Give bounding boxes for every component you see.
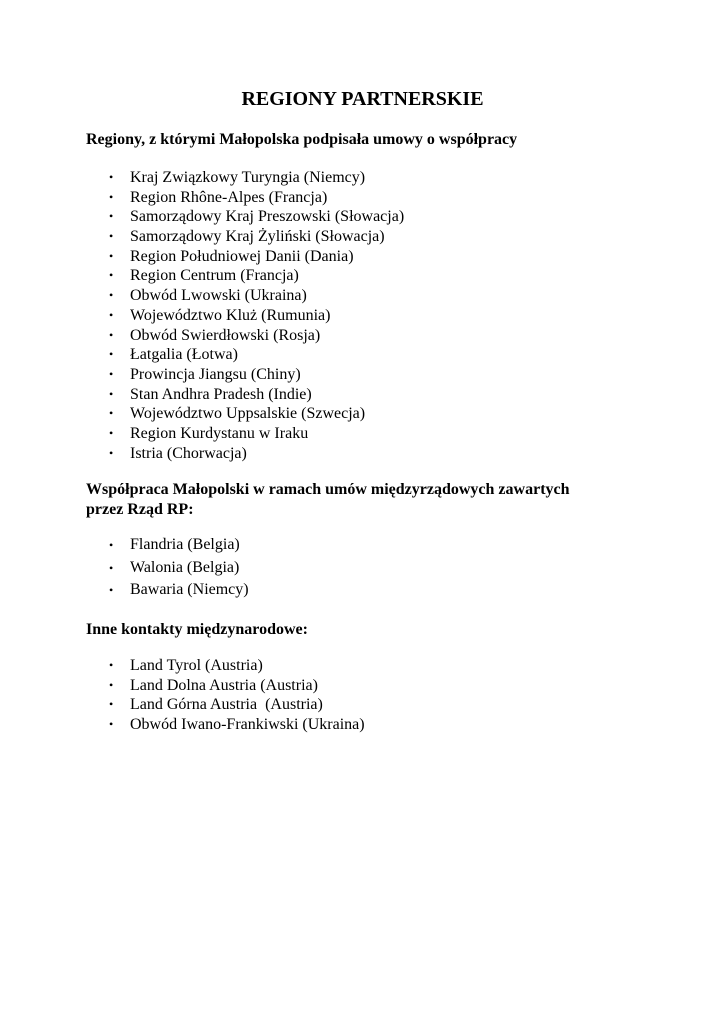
list-item	[86, 365, 404, 385]
list-item-text: Obwód Iwano-Frankiwski (Ukraina)	[130, 716, 365, 734]
list-item-text: Region Rhône-Alpes (Francja)	[130, 188, 328, 206]
section-heading-partner-regions: Regiony, z którymi Małopolska podpisała umowy o współpracy	[86, 131, 518, 148]
list-item	[86, 715, 365, 735]
list-item-text: Obwód Lwowski (Ukraina)	[130, 287, 307, 305]
bullet-icon: •	[109, 697, 114, 712]
list-item	[86, 424, 404, 444]
list-item	[86, 656, 365, 676]
list-item	[86, 266, 404, 286]
bullet-icon: •	[109, 658, 114, 672]
bullet-icon: •	[109, 425, 114, 440]
bullet-icon: •	[109, 560, 114, 575]
bullet-icon: •	[109, 366, 114, 381]
list-item	[86, 557, 249, 580]
bullet-icon: •	[109, 209, 114, 224]
other-contacts-list	[86, 656, 365, 735]
bullet-icon: •	[109, 288, 114, 303]
partner-regions-list	[86, 168, 404, 463]
bullet-icon: •	[109, 386, 114, 401]
bullet-icon: •	[109, 189, 114, 204]
list-item	[86, 207, 404, 227]
list-item-text: Region Centrum (Francja)	[130, 267, 299, 285]
page-title: REGIONY PARTNERSKIE	[241, 88, 484, 110]
bullet-icon: •	[109, 538, 114, 552]
list-item	[86, 227, 404, 247]
bullet-icon: •	[109, 717, 114, 732]
list-item-text: Walonia (Belgia)	[130, 558, 240, 576]
list-item-text: Land Górna Austria (Austria)	[130, 696, 323, 714]
bullet-icon: •	[109, 229, 114, 244]
list-item-text: Land Tyrol (Austria)	[130, 657, 263, 674]
list-item-text: Stan Andhra Pradesh (Indie)	[130, 385, 312, 403]
bullet-icon: •	[109, 406, 114, 421]
bullet-icon: •	[109, 347, 114, 362]
section-heading-line: Współpraca Małopolski w ramach umów międzyrządowych zawartych	[86, 481, 570, 498]
list-item-text: Kraj Związkowy Turyngia (Niemcy)	[130, 169, 366, 186]
list-item	[86, 444, 404, 464]
list-item	[86, 168, 404, 188]
list-item	[86, 534, 249, 557]
list-item	[86, 306, 404, 326]
list-item	[86, 676, 365, 696]
bullet-icon: •	[109, 307, 114, 322]
list-item-text: Łatgalia (Łotwa)	[130, 346, 238, 364]
bullet-icon: •	[109, 445, 114, 460]
list-item-text: Flandria (Belgia)	[130, 536, 240, 553]
list-item-text: Samorządowy Kraj Żyliński (Słowacja)	[130, 228, 385, 246]
list-item	[86, 286, 404, 306]
list-item-text: Land Dolna Austria (Austria)	[130, 676, 318, 694]
list-item	[86, 385, 404, 405]
list-item-text: Samorządowy Kraj Preszowski (Słowacja)	[130, 208, 405, 226]
list-item-text: Istria (Chorwacja)	[130, 444, 247, 462]
bullet-icon: •	[109, 170, 114, 184]
bullet-icon: •	[109, 583, 114, 597]
bullet-icon: •	[109, 268, 114, 283]
bullet-icon: •	[109, 327, 114, 342]
list-item	[86, 188, 404, 208]
section-heading-line: przez Rząd RP:	[86, 501, 194, 518]
list-item-text: Województwo Kluż (Rumunia)	[130, 306, 331, 324]
bullet-icon: •	[109, 248, 114, 263]
list-item-text: Obwód Swierdłowski (Rosja)	[130, 326, 321, 344]
intergovernmental-regions-list	[86, 534, 249, 602]
section-heading-other-contacts: Inne kontakty międzynarodowe:	[86, 621, 308, 638]
list-item-text: Prowincja Jiangsu (Chiny)	[130, 365, 301, 383]
list-item	[86, 579, 249, 602]
list-item	[86, 247, 404, 267]
section-heading-intergovernmental	[86, 480, 646, 520]
list-item	[86, 404, 404, 424]
list-item-text: Region Południowej Danii (Dania)	[130, 247, 354, 265]
list-item	[86, 345, 404, 365]
list-item-text: Bawaria (Niemcy)	[130, 581, 249, 598]
list-item-text: Region Kurdystanu w Iraku	[130, 424, 309, 442]
list-item-text: Województwo Uppsalskie (Szwecja)	[130, 405, 366, 423]
list-item	[86, 326, 404, 346]
list-item	[86, 695, 365, 715]
bullet-icon: •	[109, 677, 114, 692]
